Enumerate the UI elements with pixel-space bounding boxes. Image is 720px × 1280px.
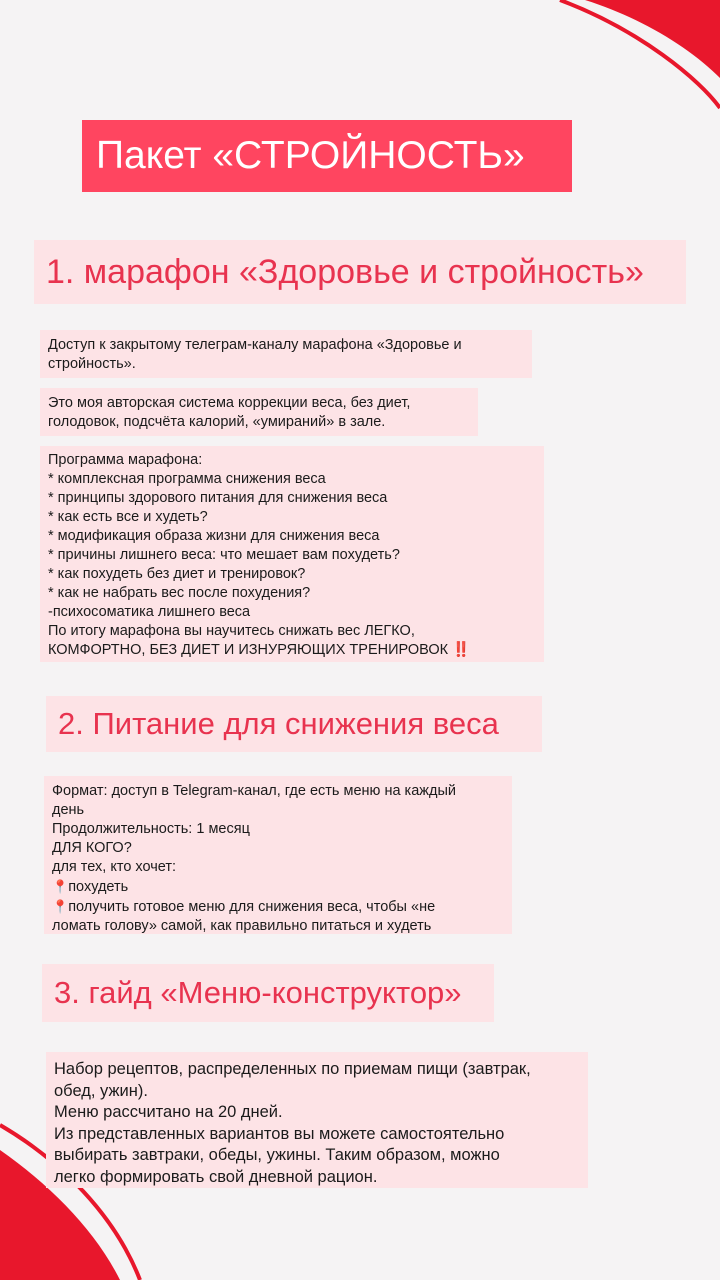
text-line: день (52, 802, 85, 818)
nutrition-info-block (44, 776, 512, 934)
section-heading-guide: 3. гайд «Меню-конструктор» (42, 964, 494, 1022)
text-line: Набор рецептов, распределенных по приемам пищи (завтрак, (54, 1060, 531, 1078)
text-line: Программа марафона: (48, 452, 203, 468)
marathon-system-block (40, 388, 478, 436)
list-item: * модификация образа жизни для снижения веса (48, 528, 380, 544)
list-item: * как похудеть без диет и тренировок? (48, 566, 306, 582)
text-line: Это моя авторская система коррекции веса, без диет, (48, 395, 411, 411)
pin-icon: 📍 (52, 879, 69, 894)
section-heading-nutrition: 2. Питание для снижения веса (46, 696, 542, 752)
text-line: обед, ужин). (54, 1081, 148, 1100)
pin-icon: 📍 (52, 899, 69, 914)
text-line-content: КОМФОРТНО, БЕЗ ДИЕТ И ИЗНУРЯЮЩИХ ТРЕНИРОВОК (48, 642, 449, 658)
text-line: стройность». (48, 356, 136, 372)
text-line: Продолжительность: 1 месяц (52, 821, 250, 837)
section-heading-marathon: 1. марафон «Здоровье и стройность» (34, 240, 686, 304)
list-item: * как не набрать вес после похудения? (48, 585, 311, 601)
text-line: Формат: доступ в Telegram-канал, где есть меню на каждый (52, 783, 456, 799)
text-line: ломать голову» самой, как правильно питаться и худеть (52, 918, 432, 934)
double-exclamation-icon: ‼️ (452, 642, 469, 658)
list-item: * причины лишнего веса: что мешает вам похудеть? (48, 547, 400, 563)
text-line: Меню рассчитано на 20 дней. (54, 1103, 283, 1121)
list-item: * комплексная программа снижения веса (48, 471, 326, 487)
marathon-access-block (40, 330, 532, 378)
text-line: для тех, кто хочет: (52, 859, 177, 875)
list-item: -психосоматика лишнего веса (48, 604, 251, 620)
text-line: Доступ к закрытому телеграм-каналу марафона «Здоровье и (48, 337, 462, 353)
guide-info-block (46, 1052, 588, 1188)
list-item: * принципы здорового питания для снижения веса (48, 490, 388, 506)
text-line: легко формировать свой дневной рацион. (54, 1167, 378, 1186)
marathon-program-block (40, 446, 544, 662)
text-line: голодовок, подсчёта калорий, «умираний» в зале. (48, 414, 386, 430)
text-line: Из представленных вариантов вы можете самостоятельно (54, 1124, 505, 1143)
list-item: * как есть все и худеть? (48, 509, 208, 525)
text-line: По итогу марафона вы научитесь снижать вес ЛЕГКО, (48, 623, 415, 639)
page-title: Пакет «СТРОЙНОСТЬ» (82, 120, 572, 192)
text-line: ДЛЯ КОГО? (52, 840, 132, 856)
list-item-text: получить готовое меню для снижения веса, чтобы «не (68, 899, 436, 915)
list-item (52, 877, 504, 897)
text-line (48, 641, 536, 660)
list-item-text: похудеть (68, 879, 129, 895)
text-line: выбирать завтраки, обеды, ужины. Таким образом, можно (54, 1146, 500, 1164)
list-item (52, 897, 504, 917)
